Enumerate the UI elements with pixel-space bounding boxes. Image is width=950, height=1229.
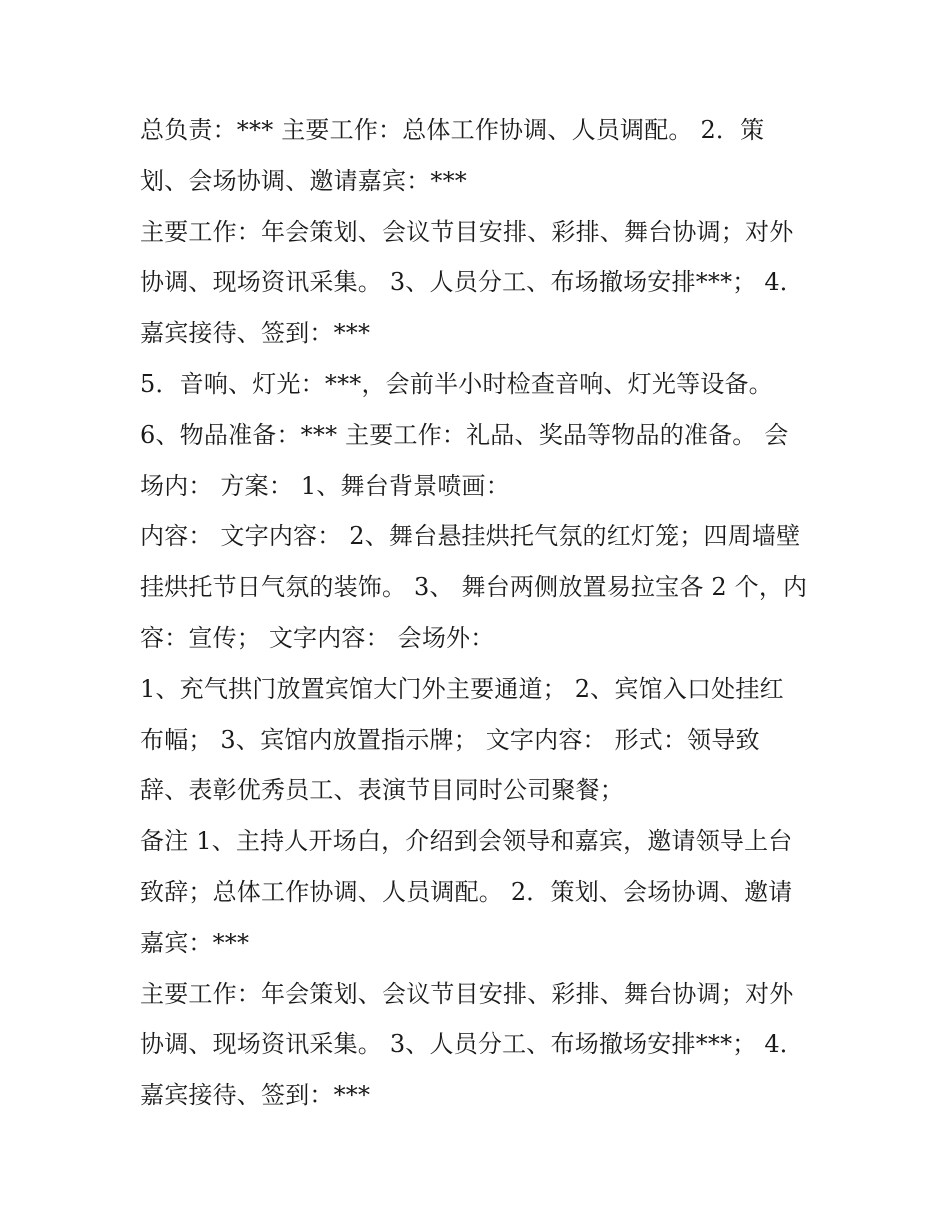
text-line: 总负责：*** 主要工作：总体工作协调、人员调配。 2．策 [140, 116, 765, 144]
text-line: 致辞；总体工作协调、人员调配。 2．策划、会场协调、邀请 [140, 877, 793, 906]
text-line: 场内： 方案： 1、舞台背景喷画： [140, 471, 510, 500]
text-line: 嘉宾：*** [140, 928, 250, 957]
text-line: 5．音响、灯光：***，会前半小时检查音响、灯光等设备。 [140, 369, 773, 398]
text-line: 备注 1、主持人开场白，介绍到会领导和嘉宾，邀请领导上台 [140, 827, 793, 856]
document-body [140, 105, 820, 1121]
text-line: 嘉宾接待、签到：*** [140, 319, 371, 348]
text-line: 主要工作：年会策划、会议节目安排、彩排、舞台协调；对外 [140, 979, 794, 1008]
text-line: 挂烘托节日气氛的装饰。 3、 舞台两侧放置易拉宝各 2 个，内 [140, 573, 808, 602]
text-line: 1、充气拱门放置宾馆大门外主要通道； 2、宾馆入口处挂红 [140, 674, 784, 703]
text-line: 布幅； 3、宾馆内放置指示牌； 文字内容： 形式：领导致 [140, 725, 760, 754]
text-line: 容：宣传； 文字内容： 会场外： [140, 623, 495, 652]
text-line: 内容： 文字内容： 2、舞台悬挂烘托气氛的红灯笼；四周墙壁 [140, 522, 801, 551]
text-line: 协调、现场资讯采集。 3、人员分工、布场撤场安排***； 4． [140, 268, 804, 297]
text-line: 主要工作：年会策划、会议节目安排、彩排、舞台协调；对外 [140, 217, 794, 246]
text-line: 嘉宾接待、签到：*** [140, 1081, 371, 1110]
text-line: 6、物品准备：*** 主要工作：礼品、奖品等物品的准备。 会 [140, 420, 789, 449]
text-line: 划、会场协调、邀请嘉宾：*** [140, 166, 467, 195]
text-line: 协调、现场资讯采集。 3、人员分工、布场撤场安排***； 4． [140, 1030, 804, 1059]
text-line: 辞、表彰优秀员工、表演节目同时公司聚餐； [140, 776, 624, 805]
